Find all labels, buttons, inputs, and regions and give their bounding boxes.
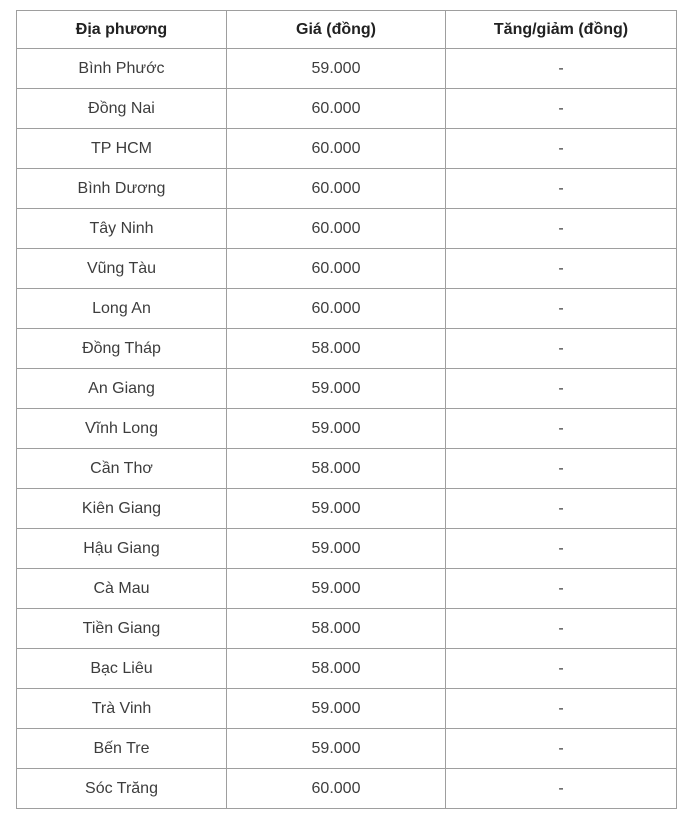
change-cell: - xyxy=(446,529,677,569)
column-header-price: Giá (đồng) xyxy=(227,11,446,49)
change-cell: - xyxy=(446,129,677,169)
table-body xyxy=(17,49,677,809)
header-row xyxy=(17,11,677,49)
table-row xyxy=(17,449,677,489)
location-cell: Sóc Trăng xyxy=(17,769,227,809)
location-cell: Bạc Liêu xyxy=(17,649,227,689)
price-cell: 59.000 xyxy=(227,409,446,449)
price-cell: 59.000 xyxy=(227,489,446,529)
price-cell: 58.000 xyxy=(227,649,446,689)
location-cell: Cần Thơ xyxy=(17,449,227,489)
price-cell: 59.000 xyxy=(227,689,446,729)
table-row xyxy=(17,649,677,689)
location-cell: Vĩnh Long xyxy=(17,409,227,449)
table-row xyxy=(17,529,677,569)
location-cell: Kiên Giang xyxy=(17,489,227,529)
price-cell: 59.000 xyxy=(227,529,446,569)
location-cell: An Giang xyxy=(17,369,227,409)
price-cell: 59.000 xyxy=(227,49,446,89)
table-row xyxy=(17,729,677,769)
table-row xyxy=(17,489,677,529)
change-cell: - xyxy=(446,329,677,369)
price-cell: 60.000 xyxy=(227,129,446,169)
location-cell: Long An xyxy=(17,289,227,329)
change-cell: - xyxy=(446,289,677,329)
location-cell: Tiền Giang xyxy=(17,609,227,649)
location-cell: Đồng Tháp xyxy=(17,329,227,369)
price-cell: 60.000 xyxy=(227,169,446,209)
location-cell: Bến Tre xyxy=(17,729,227,769)
table-row xyxy=(17,329,677,369)
table-row xyxy=(17,569,677,609)
price-cell: 60.000 xyxy=(227,89,446,129)
table-row xyxy=(17,689,677,729)
price-cell: 60.000 xyxy=(227,249,446,289)
table-row xyxy=(17,129,677,169)
table-row xyxy=(17,369,677,409)
change-cell: - xyxy=(446,409,677,449)
price-cell: 58.000 xyxy=(227,329,446,369)
change-cell: - xyxy=(446,609,677,649)
table-row xyxy=(17,169,677,209)
location-cell: Tây Ninh xyxy=(17,209,227,249)
price-cell: 59.000 xyxy=(227,729,446,769)
change-cell: - xyxy=(446,89,677,129)
price-cell: 58.000 xyxy=(227,609,446,649)
change-cell: - xyxy=(446,169,677,209)
table-row xyxy=(17,49,677,89)
table-row xyxy=(17,209,677,249)
location-cell: Đồng Nai xyxy=(17,89,227,129)
location-cell: TP HCM xyxy=(17,129,227,169)
table-header xyxy=(17,11,677,49)
change-cell: - xyxy=(446,449,677,489)
change-cell: - xyxy=(446,769,677,809)
price-cell: 59.000 xyxy=(227,569,446,609)
location-cell: Bình Dương xyxy=(17,169,227,209)
change-cell: - xyxy=(446,569,677,609)
table-row xyxy=(17,769,677,809)
price-table xyxy=(16,10,677,809)
location-cell: Cà Mau xyxy=(17,569,227,609)
column-header-location: Địa phương xyxy=(17,11,227,49)
table-row xyxy=(17,289,677,329)
change-cell: - xyxy=(446,249,677,289)
change-cell: - xyxy=(446,49,677,89)
location-cell: Vũng Tàu xyxy=(17,249,227,289)
table-row xyxy=(17,609,677,649)
price-cell: 59.000 xyxy=(227,369,446,409)
price-cell: 58.000 xyxy=(227,449,446,489)
column-header-change: Tăng/giảm (đồng) xyxy=(446,11,677,49)
table-row xyxy=(17,249,677,289)
price-cell: 60.000 xyxy=(227,209,446,249)
location-cell: Bình Phước xyxy=(17,49,227,89)
location-cell: Trà Vinh xyxy=(17,689,227,729)
change-cell: - xyxy=(446,209,677,249)
price-cell: 60.000 xyxy=(227,289,446,329)
change-cell: - xyxy=(446,649,677,689)
location-cell: Hậu Giang xyxy=(17,529,227,569)
table-row xyxy=(17,89,677,129)
change-cell: - xyxy=(446,369,677,409)
price-cell: 60.000 xyxy=(227,769,446,809)
table-row xyxy=(17,409,677,449)
change-cell: - xyxy=(446,489,677,529)
change-cell: - xyxy=(446,689,677,729)
change-cell: - xyxy=(446,729,677,769)
